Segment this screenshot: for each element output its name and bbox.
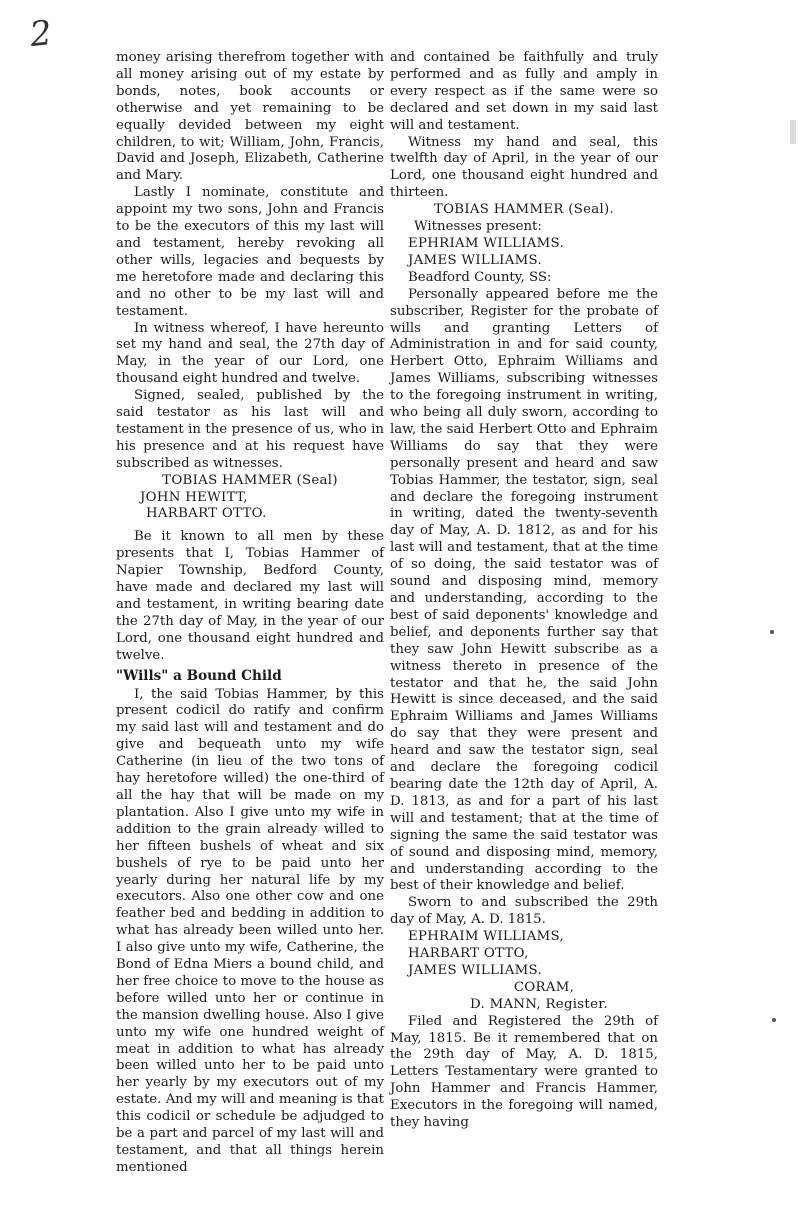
- left-column: [116, 50, 384, 1177]
- left-paragraph-2: Lastly I nominate, constitute and appoint my two sons, John and Francis to be the executors of this my last will and testament, hereby revoking all other wills, legacies and bequests by me heretofore made and declaring this and no other to be my last will and testament.: [116, 185, 384, 319]
- left-paragraph-5: Be it known to all men by these presents that I, Tobias Hammer of Napier Township, Bedford County, have made and declared my last will and testament, in writing bearing date the 27th day of May, in the year of our Lord, one thousand eight hundred and twelve.: [116, 529, 384, 663]
- left-paragraph-1: money arising therefrom together with all money arising out of my estate by bonds, notes, book accounts or otherwise and yet remaining to be equally devided between my eight children, to wit; William, John, Francis, David and Joseph, Elizabeth, Catherine and Mary.: [116, 50, 384, 184]
- right-column: [390, 50, 658, 1132]
- right-paragraph-5: Filed and Registered the 29th of May, 1815. Be it remembered that on the 29th day of May, A. D. 1815, Letters Testamentary were granted to John Hammer and Francis Hammer, Executors in the foregoing will named, they having: [390, 1013, 658, 1131]
- scan-edge-mark: [790, 120, 796, 144]
- sworn-signature-3: JAMES WILLIAMS.: [408, 962, 543, 978]
- scan-speck: [772, 1018, 776, 1022]
- left-witness-2: HARBART OTTO.: [146, 506, 267, 522]
- right-paragraph-1: and contained be faithfully and truly performed and as fully and amply in every respect as if the same were so declared and set down in my said last will and testament.: [390, 50, 658, 133]
- right-testator-signature: TOBIAS HAMMER (Seal).: [433, 202, 615, 218]
- right-paragraph-2: Witness my hand and seal, this twelfth day of April, in the year of our Lord, one thousand eight hundred and thirteen.: [390, 134, 658, 201]
- register-signature: D. MANN, Register.: [470, 996, 608, 1012]
- left-testator-signature: TOBIAS HAMMER (Seal): [162, 472, 338, 488]
- left-paragraph-4: Signed, sealed, published by the said testator as his last will and testament in the presence of us, who in his presence and at his request have subscribed as witnesses.: [116, 388, 384, 471]
- right-paragraph-4: Sworn to and subscribed the 29th day of May, A. D. 1815.: [390, 895, 658, 928]
- section-heading: "Wills" a Bound Child: [116, 667, 282, 684]
- scan-speck: [770, 630, 774, 634]
- witnesses-label: Witnesses present:: [414, 219, 542, 235]
- sworn-signature-2: HARBART OTTO,: [408, 946, 529, 962]
- left-paragraph-6: I, the said Tobias Hammer, by this present codicil do ratify and confirm my said last will and testament and do give and bequeath unto my wife Catherine (in lieu of the two tons of hay heretofore willed) the one-third of all the hay that will be made on my plantation. Also I give unto my wife in addition to the grain already willed to her fifteen bushels of wheat and six bushels of rye to be paid unto her yearly during her natural life by my executors. Also one other cow and one feather bed and bedding in addition to what has already been willed unto her. I also give unto my wife, Catherine, the Bond of Edna Miers a bound child, and her free choice to move to the house as before willed unto her or continue in the mansion dwelling house. Also I give unto my wife one hundred weight of meat in addition to what has already been willed unto her to be paid unto her yearly by my executors out of my estate. And my will and meaning is that this codicil or schedule be adjudged to be a part and parcel of my last will and testament, and that all things herein mentioned: [116, 686, 384, 1175]
- left-witness-1: JOHN HEWITT,: [140, 489, 248, 505]
- right-paragraph-3: Personally appeared before me the subscriber, Register for the probate of wills and granting Letters of Administration in and for said county, Herbert Otto, Ephraim Williams and James Williams, subscribing witnesses to the foregoing instrument in writing, who being all duly sworn, according to law, the said Herbert Otto and Ephraim Williams do say that they were personally present and heard and saw Tobias Hammer, the testator, sign, seal and declare the foregoing instrument in writing, dated the twenty-seventh day of May, A. D. 1812, as and for his last will and testament, that at the time of so doing, the said testator was of sound and disposing mind, memory and understanding, according to the best of said deponents' knowledge and belief, and deponents further say that they saw John Hewitt subscribe as a witness thereto in presence of the testator and that he, the said John Hewitt is since deceased, and the said Ephraim Williams and James Williams do say that they were present and heard and saw the testator sign, seal and declare the foregoing codicil bearing date the 12th day of April, A. D. 1813, as and for a part of his last will and testament; that at the time of signing the same the said testator was of sound and disposing mind, memory, and understanding according to the best of their knowledge and belief.: [390, 286, 658, 894]
- coram-label: CORAM,: [513, 979, 575, 995]
- page-number: 2: [27, 12, 54, 56]
- county-line: Beadford County, SS:: [408, 269, 552, 285]
- right-witness-1: EPHRIAM WILLIAMS.: [408, 235, 564, 251]
- right-witness-2: JAMES WILLIAMS.: [408, 252, 543, 268]
- sworn-signature-1: EPHRAIM WILLIAMS,: [408, 929, 564, 945]
- left-paragraph-3: In witness whereof, I have hereunto set my hand and seal, the 27th day of May, in the year of our Lord, one thousand eight hundred and twelve.: [116, 320, 384, 387]
